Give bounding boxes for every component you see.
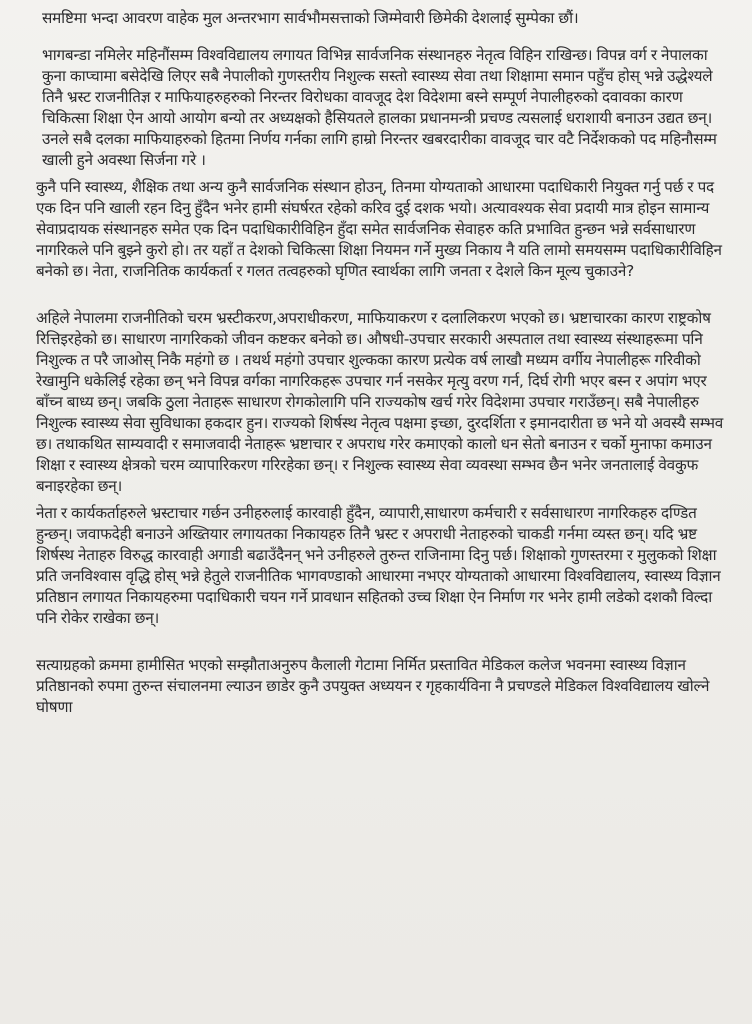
paragraph-intro: समष्टिमा भन्दा आवरण वाहेक मुल अन्तरभाग सार्वभौमसत्ताको जिम्मेवारी छिमेकी देशलाई सुम्पेका छौं। xyxy=(42,9,579,27)
paragraph-accountability: नेता र कार्यकर्ताहरुले भ्रस्टाचार गर्छन उनीहरुलाई कारवाही हुँदैन, व्यापारी,साधारण कर्मचारी र सर्वसाधारण नागरिकहरु दण्डित हुन्छन्। जवाफदेही बनाउने अख्तियार लगायतका निकायहरु तिनै भ्रस्ट र अपराधी नेताहरुको चाकडी गर्नमा व्यस्त छन्। यदि भ्रष्ट शिर्षस्थ नेताहरु विरुद्ध कारवाही अगाडी बढाउँदैनन् भने उनीहरुले तुरुन्त राजिनामा दिनु पर्छ। शिक्षाको गुणस्तरमा र मुलुकको शिक्षा प्रति जनविश्वास वृद्धि होस् भन्ने हेतुले राजनीतिक भागवण्डाको आधारमा नभएर योग्यताको आधारमा विश्वविद्यालय, स्वास्थ्य विज्ञान प्रतिष्ठान लगायत निकायहरुमा पदाधिकारी चयन गर्ने प्रावधान सहितको उच्च शिक्षा ऐन निर्माण गर भनेर हामी लडेको दशकौ विल्दा पनि रोकेर राखेका छन्। xyxy=(36,504,721,627)
paragraph-public-institutions: कुनै पनि स्वास्थ्य, शैक्षिक तथा अन्य कुनै सार्वजनिक संस्थान होउन्, तिनमा योग्यताको आधारमा पदाधिकारी नियुक्त गर्नु पर्छ र पद एक दिन पनि खाली रहन दिनु हुँदैन भनेर हामी संघर्षरत रहेको करिव दुई दशक भयो। अत्यावश्यक सेवा प्रदायी मात्र होइन सामान्य सेवाप्रदायक संस्थानहरु समेत एक दिन पदाधिकारीविहिन हुँदा समेत सार्वजनिक सेवाहरु कति प्रभावित हुन्छन भन्ने सर्वसाधारण नागरिकले पनि बुझ्ने कुरो हो। तर यहाँ त देशको चिकित्सा शिक्षा नियमन गर्ने मुख्य निकाय नै यति लामो समयसम्म पदाधिकारीविहिन बनेको छ। नेता, राजनितिक कार्यकर्ता र गलत तत्वहरुको घृणित स्वार्थका लागि जनता र देशले किन मूल्य चुकाउने? xyxy=(36,178,722,280)
paragraph-leadership-vacancy: भागबन्डा नमिलेर महिनौंसम्म विश्वविद्यालय लगायत विभिन्न सार्वजनिक संस्थानहरु नेतृत्व विहिन राखिन्छ। विपन्न वर्ग र नेपालका कुना काप्चामा बसेदेखि लिएर सबै नेपालीको गुणस्तरीय निशुल्क सस्तो स्वास्थ्य सेवा तथा शिक्षामा समान पहुँच होस् भन्ने उद्धेश्यले तिनै भ्रस्ट राजनीतिज्ञ र माफियाहरुहरुको निरन्तर विरोधका वावजूद देश विदेशमा बस्ने सम्पूर्ण नेपालीहरुको दवावका कारण चिकित्सा शिक्षा ऐन आयो आयोग बन्यो तर अध्यक्षको हैसियतले हालका प्रधानमन्त्री प्रचण्ड त्यसलाई धराशायी बनाउन उद्यत छन्। उनले सबै दलका माफियाहरुको हितमा निर्णय गर्नका लागि हाम्रो निरन्तर खबरदारीका वावजूद चार वटै निर्देशकको पद महिनौसम्म खाली हुने अवस्था सिर्जना गरे । xyxy=(42,46,717,169)
paragraph-satyagraha: सत्याग्रहको क्रममा हामीसित भएको सम्झौताअनुरुप कैलाली गेटामा निर्मित प्रस्तावित मेडिकल कलेज भवनमा स्वास्थ्य विज्ञान प्रतिष्ठानको रुपमा तुरुन्त संचालनमा ल्याउन छाडेर कुनै उपयुक्त अध्ययन र गृहकार्यविना नै प्रचण्डले मेडिकल विश्वविद्यालय खोल्ने घोषणा xyxy=(36,656,710,716)
paragraph-corruption-health: अहिले नेपालमा राजनीतिको चरम भ्रस्टीकरण,अपराधीकरण, माफियाकरण र दलालिकरण भएको छ। भ्रष्टाचारका कारण राष्ट्रकोष रित्तिइरहेको छ। साधारण नागरिकको जीवन कष्टकर बनेको छ। औषधी-उपचार सरकारी अस्पताल तथा स्वास्थ्य संस्थाहरूमा पनि निशुल्क त परै जाओस् निकै महंगो छ । तथर्थ महंगो उपचार शुल्कका कारण प्रत्येक वर्ष लाखौ मध्यम वर्गीय नेपालीहरू गरिवीको रेखामुनि धकेलिई रहेका छन् भने विपन्न वर्गका नागरिकहरू उपचार गर्न नसकेर मृत्यु वरण गर्न, दिर्घ रोगी भएर बस्न र अपांग भएर बाँच्न बाध्य छन्। जबकि ठुला नेताहरू साधारण रोगकोलागि पनि राज्यकोष खर्च गरेर विदेशमा उपचार गराउँछन्। सबै नेपालीहरु निशुल्क स्वास्थ्य सेवा सुविधाका हकदार हुन। राज्यको शिर्षस्थ नेतृत्व पक्षमा इच्छा, दुरदर्शिता र इमानदारीता छ भने यो अवस्यै सम्भव छ। तथाकथित साम्यवादी र समाजवादी नेताहरू भ्रष्टाचार र अपराध गरेर कमाएको कालो धन सेतो बनाउन र चर्को मुनाफा कमाउन शिक्षा र स्वास्थ्य क्षेत्रको चरम व्यापारिकरण गरिरहेका छन्। र निशुल्क स्वास्थ्य सेवा व्यवस्था सम्भव छैन भनेर जनतालाई वेवकुफ बनाइरहेका छन्। xyxy=(36,309,724,495)
